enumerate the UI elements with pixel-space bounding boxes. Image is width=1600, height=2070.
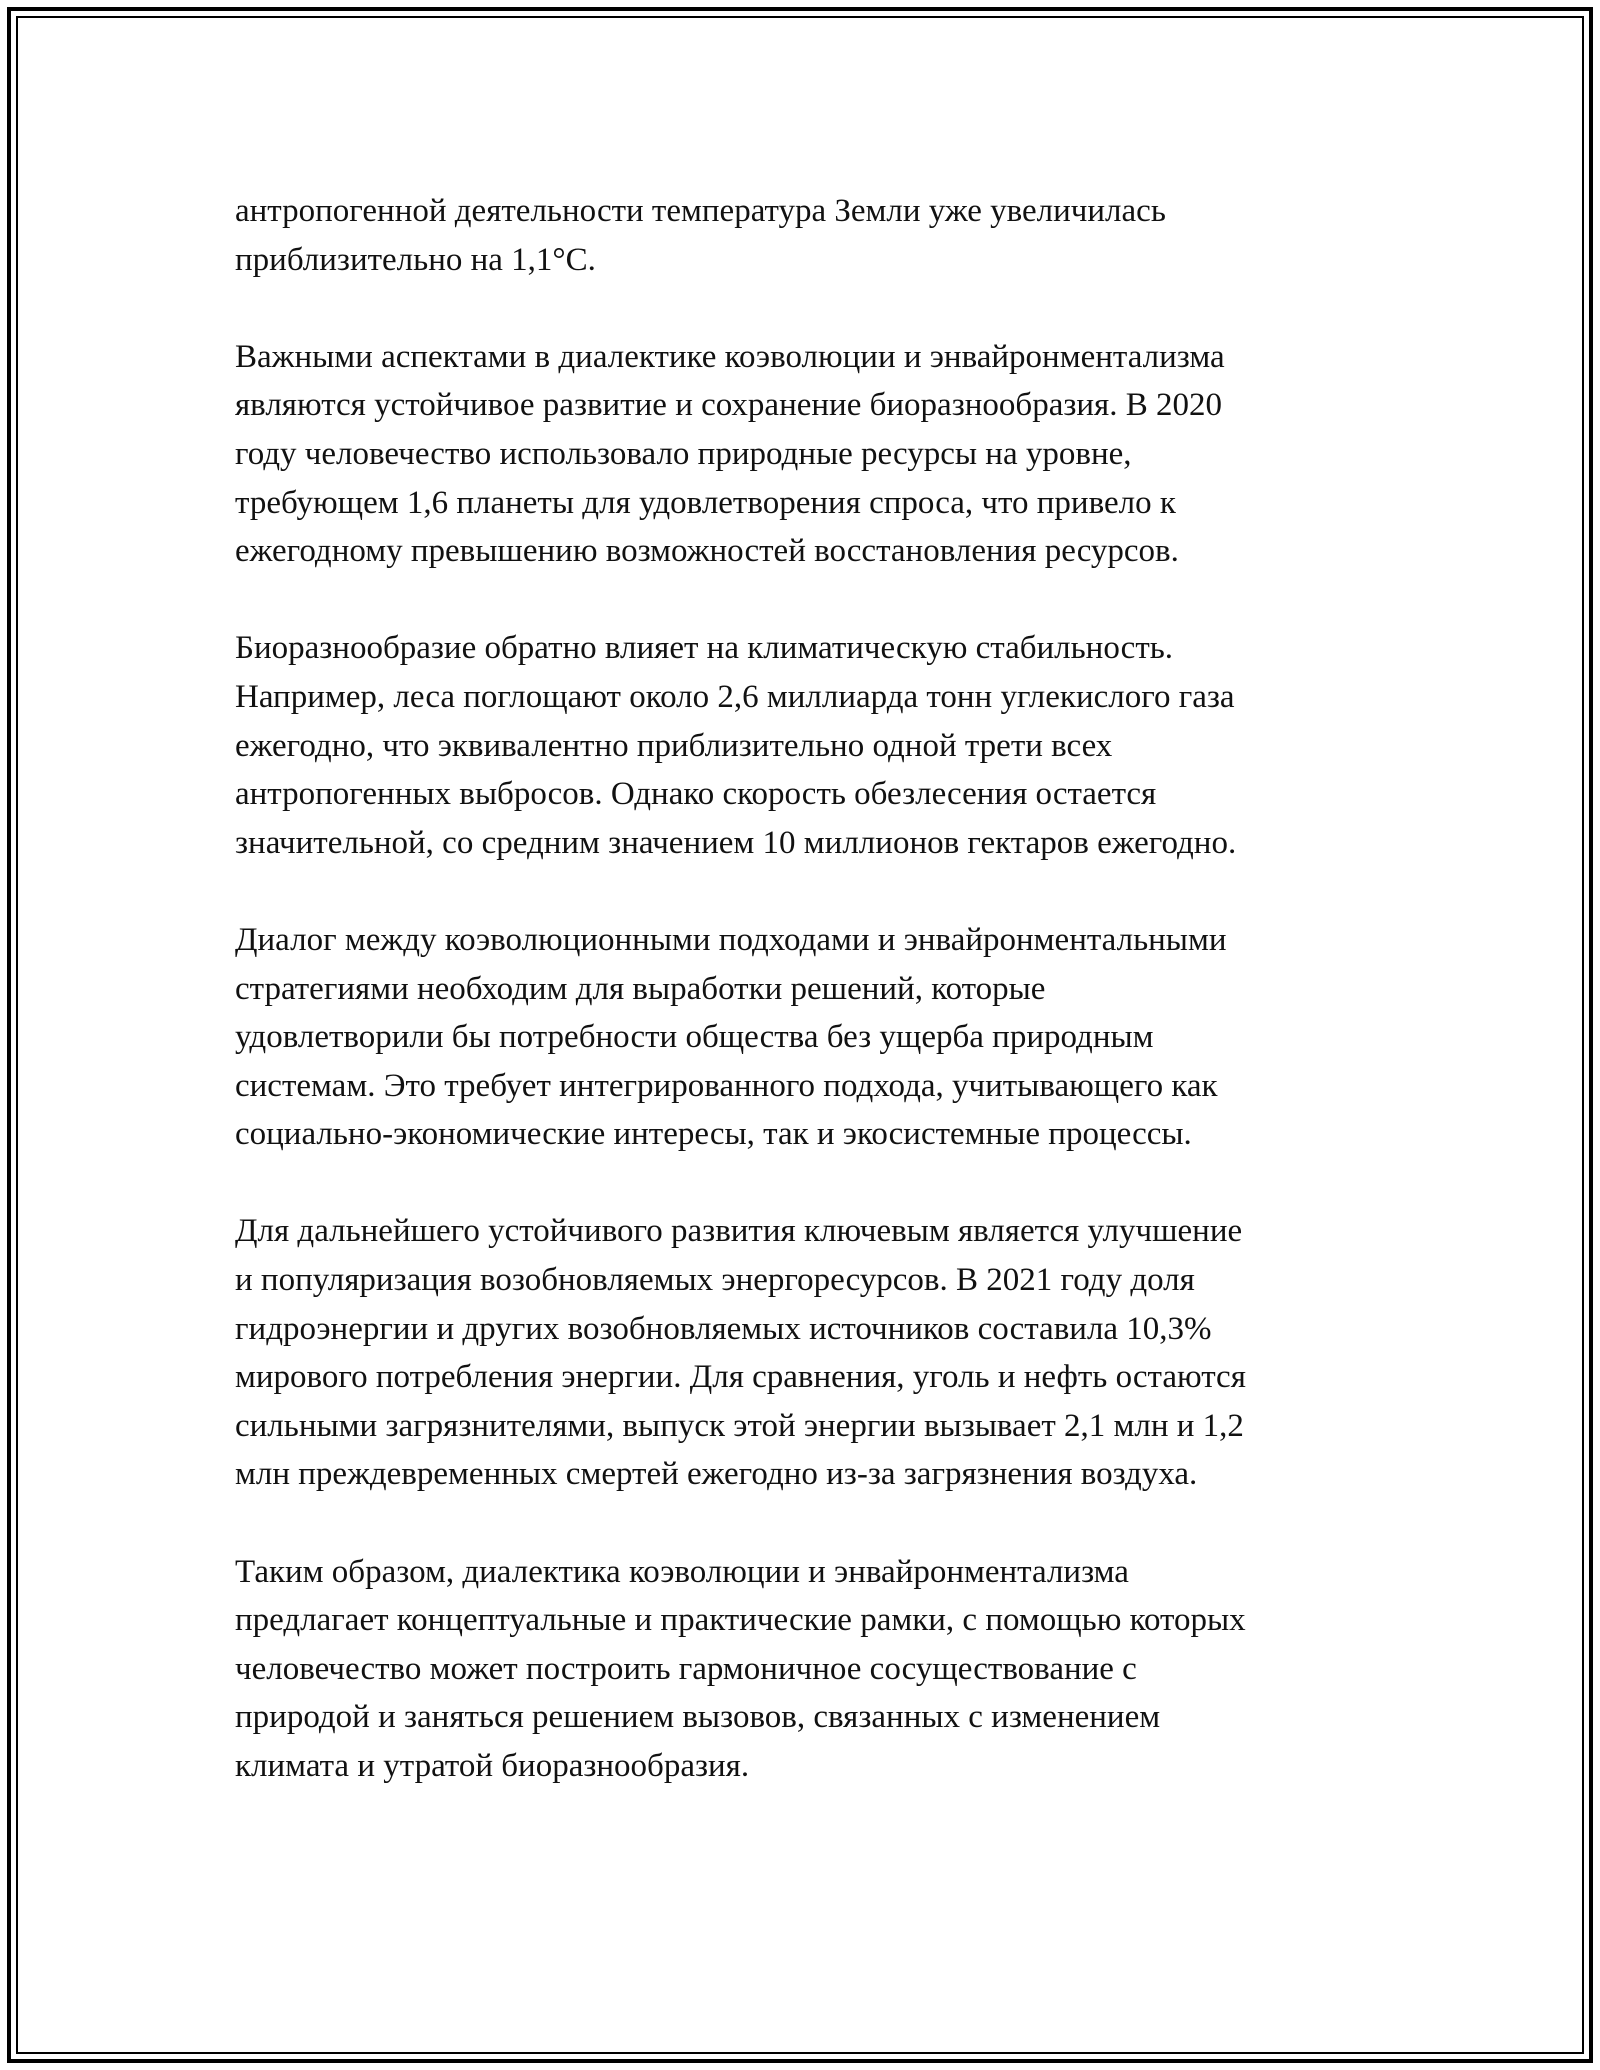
paragraph-2: [235, 333, 1385, 576]
text-line: млн преждевременных смертей ежегодно из-за загрязнения воздуха.: [235, 1456, 1198, 1493]
text-line: являются устойчивое развитие и сохранение биоразнообразия. В 2020: [235, 387, 1222, 424]
text-line: мирового потребления энергии. Для сравнения, уголь и нефть остаются: [235, 1359, 1246, 1396]
text-line: Например, леса поглощают около 2,6 миллиарда тонн углекислого газа: [235, 678, 1235, 715]
paragraph-4: [235, 916, 1385, 1159]
text-line: Важными аспектами в диалектике коэволюции и энвайронментализма: [235, 338, 1225, 375]
text-line: стратегиями необходим для выработки решений, которые: [235, 970, 1046, 1007]
text-line: социально-экономические интересы, так и экосистемные процессы.: [235, 1116, 1192, 1153]
text-line: климата и утратой биоразнообразия.: [235, 1748, 750, 1784]
text-line: удовлетворили бы потребности общества без ущерба природным: [235, 1019, 1154, 1056]
text-line: антропогенных выбросов. Однако скорость обезлесения остается: [235, 776, 1157, 813]
text-line: значительной, со средним значением 10 миллионов гектаров ежегодно.: [235, 824, 1237, 861]
paragraph-1: [235, 187, 1385, 284]
text-line: Биоразнообразие обратно влияет на климатическую стабильность.: [235, 630, 1174, 667]
text-line: и популяризация возобновляемых энергоресурсов. В 2021 году доля: [235, 1262, 1195, 1299]
document-body: [235, 187, 1385, 1839]
text-line: предлагает концептуальные и практические рамки, с помощью которых: [235, 1602, 1246, 1639]
text-line: антропогенной деятельности температура Земли уже увеличилась: [235, 193, 1166, 229]
text-line: Таким образом, диалектика коэволюции и энвайронментализма: [235, 1553, 1129, 1590]
text-line: ежегодному превышению возможностей восстановления ресурсов.: [235, 533, 1179, 570]
text-line: сильными загрязнителями, выпуск этой энергии вызывает 2,1 млн и 1,2: [235, 1407, 1244, 1444]
text-line: Диалог между коэволюционными подходами и энвайронментальными: [235, 921, 1227, 958]
text-line: системам. Это требует интегрированного подхода, учитывающего как: [235, 1067, 1218, 1104]
text-line: гидроэнергии и других возобновляемых источников составила 10,3%: [235, 1310, 1212, 1347]
paragraph-6: [235, 1548, 1385, 1791]
text-line: ежегодно, что эквивалентно приблизительно одной трети всех: [235, 727, 1113, 764]
text-line: Для дальнейшего устойчивого развития ключевым является улучшение: [235, 1213, 1243, 1250]
text-line: требующем 1,6 планеты для удовлетворения спроса, что привело к: [235, 484, 1176, 521]
paragraph-5: [235, 1207, 1385, 1499]
text-line: человечество может построить гармоничное сосуществование с: [235, 1650, 1137, 1687]
text-line: году человечество использовало природные ресурсы на уровне,: [235, 435, 1132, 472]
text-line: приблизительно на 1,1°C.: [235, 241, 596, 278]
paragraph-3: [235, 624, 1385, 867]
text-line: природой и заняться решением вызовов, связанных с изменением: [235, 1699, 1161, 1736]
